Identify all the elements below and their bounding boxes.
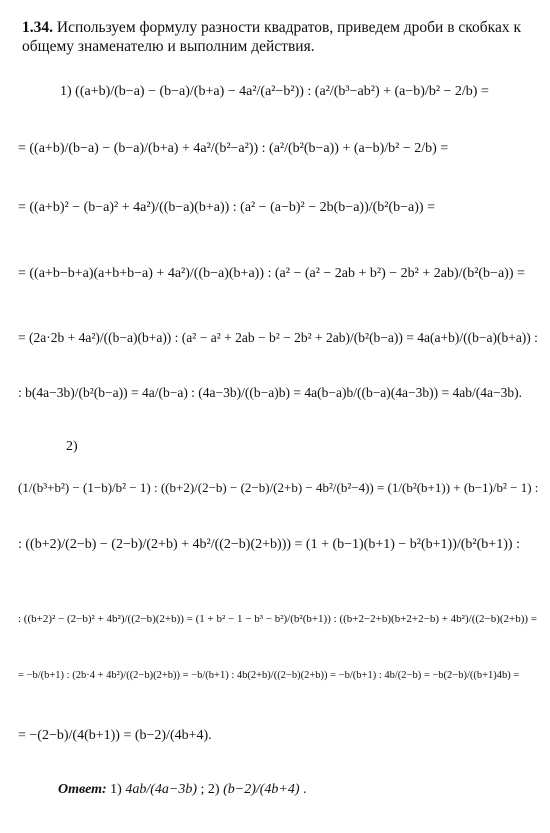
answer-separator: ; 2)	[200, 782, 220, 797]
solution-line-1: 1) ((a+b)/(b−a) − (b−a)/(b+a) − 4a²/(a²−b²)) : (a²/(b³−ab²) + (a−b)/b² − 2/b) =	[60, 84, 489, 99]
answer-label: Ответ:	[58, 782, 107, 797]
answer-part1: 4ab/(4a−3b)	[125, 782, 198, 797]
solution-line-5: = (2a·2b + 4a²)/((b−a)(b+a)) : (a² − a² + 2ab − b² − 2b² + 2ab)/(b²(b−a)) = 4a(a+b)/((b−a)(b+a)) :	[18, 330, 538, 345]
solution-line-9: : ((b+2)² − (2−b)² + 4b²)/((2−b)(2+b)) = (1 + b² − 1 − b³ − b²)/(b²(b+1)) : ((b+2−2+b)(b+2+2−b) + 4b²)/((2−b)(2+b)) =	[18, 613, 538, 625]
solution-line-4: = ((a+b−b+a)(a+b+b−a) + 4a²)/((b−a)(b+a)) : (a² − (a² − 2ab + b²) − 2b² + 2ab)/(b²(b−a)) =	[18, 266, 525, 281]
problem-text: Используем формулу разности квадратов, приведем дроби в скобках к общему знаменателю и выполним действия.	[22, 19, 521, 55]
problem-number: 1.34.	[22, 19, 53, 36]
solution-line-2: = ((a+b)/(b−a) − (b−a)/(b+a) + 4a²/(b²−a²)) : (a²/(b²(b−a)) + (a−b)/b² − 2/b) =	[18, 141, 449, 156]
solution-line-11: = −(2−b)/(4(b+1)) = (b−2)/(4b+4).	[18, 728, 212, 743]
answer-line	[58, 782, 307, 798]
solution-line-7: (1/(b³+b²) − (1−b)/b² − 1) : ((b+2)/(2−b) − (2−b)/(2+b) − 4b²/(b²−4)) = (1/(b²(b+1)) + (b−1)/b² − 1) :	[18, 480, 539, 495]
problem-statement	[22, 18, 527, 56]
answer-part1-index: 1)	[110, 782, 122, 797]
solution-line-8: : ((b+2)/(2−b) − (2−b)/(2+b) + 4b²/((2−b)(2+b))) = (1 + (b−1)(b+1) − b²(b+1))/(b²(b+1)) :	[18, 537, 520, 552]
solution-line-3: = ((a+b)² − (b−a)² + 4a²)/((b−a)(b+a)) : (a² − (a−b)² − 2b(b−a))/(b²(b−a)) =	[18, 200, 435, 215]
solution-line-6: : b(4a−3b)/(b²(b−a)) = 4a/(b−a) : (4a−3b)/((b−a)b) = 4a(b−a)b/((b−a)(4a−3b)) = 4ab/(4a−3b).	[18, 385, 522, 400]
answer-end: .	[303, 782, 307, 797]
solution-line-10: = −b/(b+1) : (2b·4 + 4b²)/((2−b)(2+b)) = −b/(b+1) : 4b(2+b)/((2−b)(2+b)) = −b/(b+1) : 4b/(2−b) = −b(2−b)/((b+1)4b) =	[18, 670, 520, 681]
part-2-label: 2)	[66, 439, 78, 454]
answer-part2: (b−2)/(4b+4)	[223, 782, 300, 797]
